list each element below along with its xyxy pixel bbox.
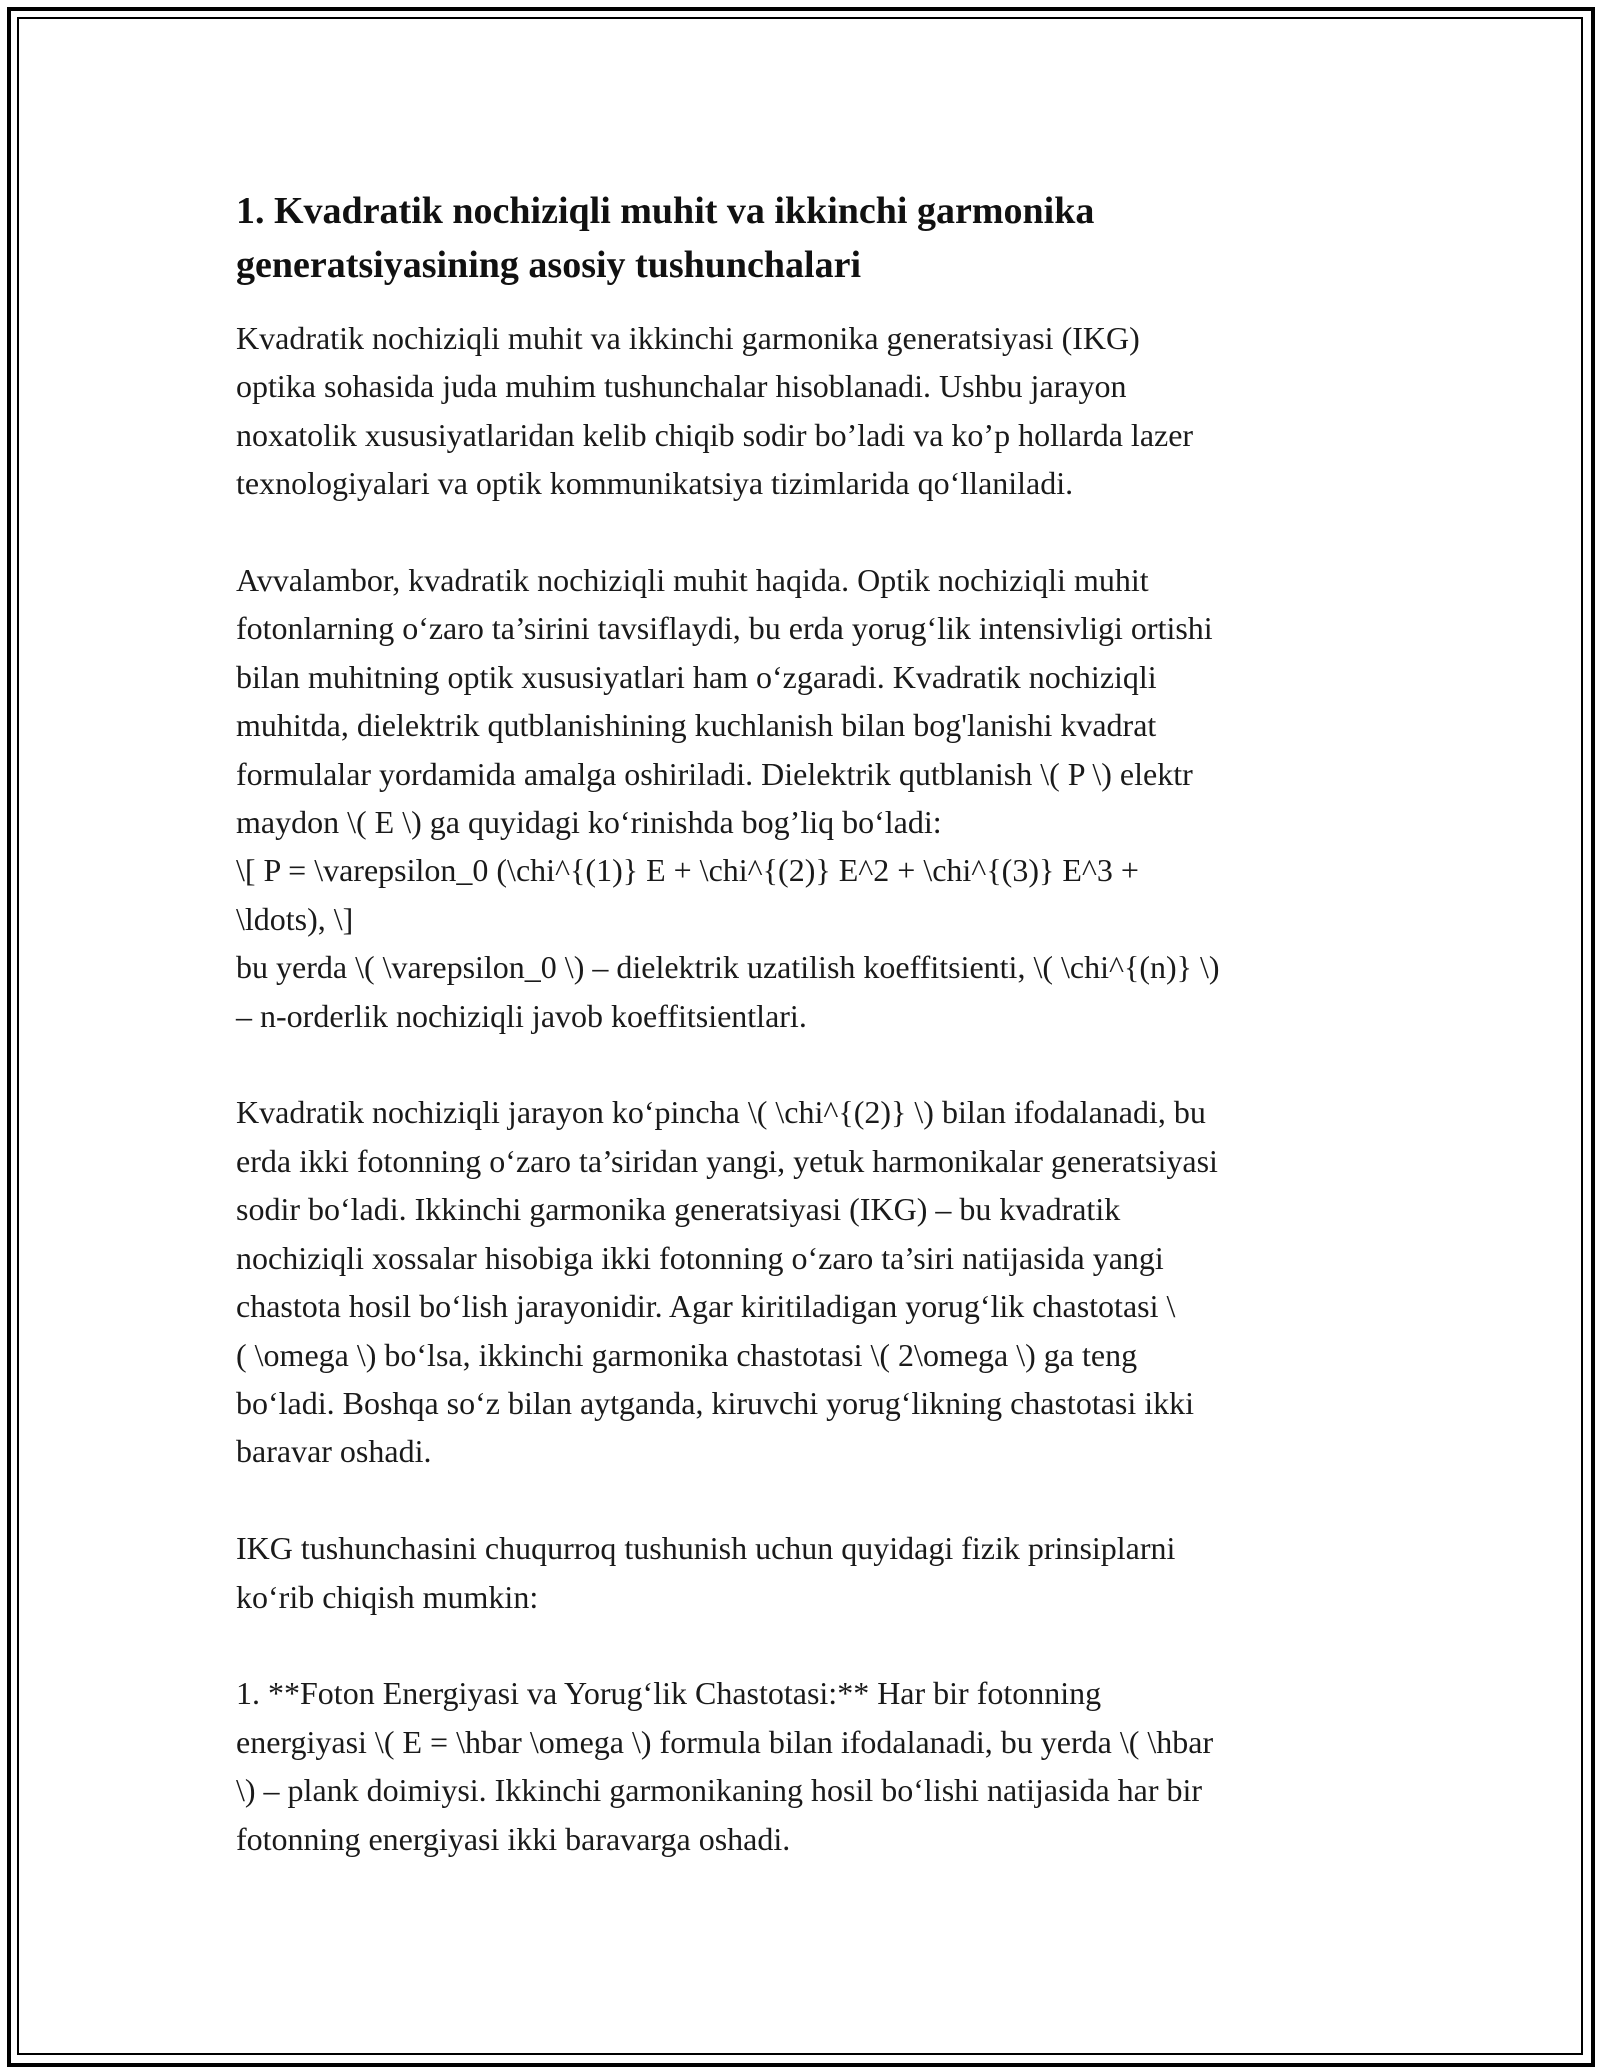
text-line: sodir bo‘ladi. Ikkinchi garmonika generatsiyasi (IKG) – bu kvadratik xyxy=(236,1191,1121,1228)
text-line: 1. **Foton Energiyasi va Yorug‘lik Chastotasi:** Har bir fotonning xyxy=(236,1675,1102,1712)
text-line: \) – plank doimiysi. Ikkinchi garmonikaning hosil bo‘lishi natijasida har bir xyxy=(236,1772,1203,1809)
text-line: bo‘ladi. Boshqa so‘z bilan aytganda, kiruvchi yorug‘likning chastotasi ikki xyxy=(236,1384,1195,1421)
heading-line: 1. Kvadratik nochiziqli muhit va ikkinchi garmonika xyxy=(236,190,1095,232)
text-line: fotonlarning o‘zaro ta’sirini tavsiflaydi, bu erda yorug‘lik intensivligi ortishi xyxy=(236,610,1213,647)
paragraph-shg-process xyxy=(236,1088,1364,1475)
text-line: ko‘rib chiqish mumkin: xyxy=(236,1578,539,1615)
text-line: Kvadratik nochiziqli muhit va ikkinchi garmonika generatsiyasi (IKG) xyxy=(236,320,1140,356)
text-line: fotonning energiyasi ikki baravarga oshadi. xyxy=(236,1820,791,1857)
text-line: – n-orderlik nochiziqli javob koeffitsientlari. xyxy=(236,997,807,1034)
text-line: baravar oshadi. xyxy=(236,1433,432,1470)
text-line: erda ikki fotonning o‘zaro ta’siridan yangi, yetuk harmonikalar generatsiyasi xyxy=(236,1142,1218,1179)
paragraph-principles-intro xyxy=(236,1524,1364,1621)
text-line: energiyasi \( E = \hbar \omega \) formula bilan ifodalanadi, bu yerda \( \hbar xyxy=(236,1723,1214,1760)
list-item-photon-energy xyxy=(236,1669,1364,1863)
paragraph-quadratic-medium xyxy=(236,556,1364,1040)
text-line: bilan muhitning optik xususiyatlari ham o‘zgaradi. Kvadratik nochiziqli xyxy=(236,658,1157,695)
text-line: bu yerda \( \varepsilon_0 \) – dielektrik uzatilish koeffitsienti, \( \chi^{(n)} \) xyxy=(236,949,1220,986)
text-line: chastota hosil bo‘lish jarayonidir. Agar kiritiladigan yorug‘lik chastotasi \ xyxy=(236,1288,1176,1325)
heading-line: generatsiyasining asosiy tushunchalari xyxy=(236,244,861,286)
text-line: ( \omega \) bo‘lsa, ikkinchi garmonika chastotasi \( 2\omega \) ga teng xyxy=(236,1336,1138,1373)
text-line: IKG tushunchasini chuqurroq tushunish uchun quyidagi fizik prinsiplarni xyxy=(236,1530,1176,1567)
formula-line: \[ P = \varepsilon_0 (\chi^{(1)} E + \chi^{(2)} E^2 + \chi^{(3)} E^3 + xyxy=(236,852,1139,889)
text-line: maydon \( E \) ga quyidagi ko‘rinishda bog’liq bo‘ladi: xyxy=(236,804,942,841)
formula-line: \ldots), \] xyxy=(236,900,354,937)
text-line: texnologiyalari va optik kommunikatsiya tizimlarida qo‘llaniladi. xyxy=(236,465,1074,502)
document-body xyxy=(236,184,1364,1911)
text-line: Avvalambor, kvadratik nochiziqli muhit haqida. Optik nochiziqli muhit xyxy=(236,562,1149,599)
text-line: noxatolik xususiyatlaridan kelib chiqib sodir bo’ladi va ko’p hollarda lazer xyxy=(236,416,1194,453)
text-line: Kvadratik nochiziqli jarayon ko‘pincha \( \chi^{(2)} \) bilan ifodalanadi, bu xyxy=(236,1094,1206,1131)
text-line: nochiziqli xossalar hisobiga ikki fotonning o‘zaro ta’siri natijasida yangi xyxy=(236,1239,1164,1276)
text-line: formulalar yordamida amalga oshiriladi. Dielektrik qutblanish \( P \) elektr xyxy=(236,755,1193,792)
section-heading xyxy=(236,184,1364,292)
text-line: optika sohasida juda muhim tushunchalar hisoblanadi. Ushbu jarayon xyxy=(236,368,1127,405)
paragraph-intro xyxy=(236,314,1364,508)
text-line: muhitda, dielektrik qutblanishining kuchlanish bilan bog'lanishi kvadrat xyxy=(236,707,1157,744)
